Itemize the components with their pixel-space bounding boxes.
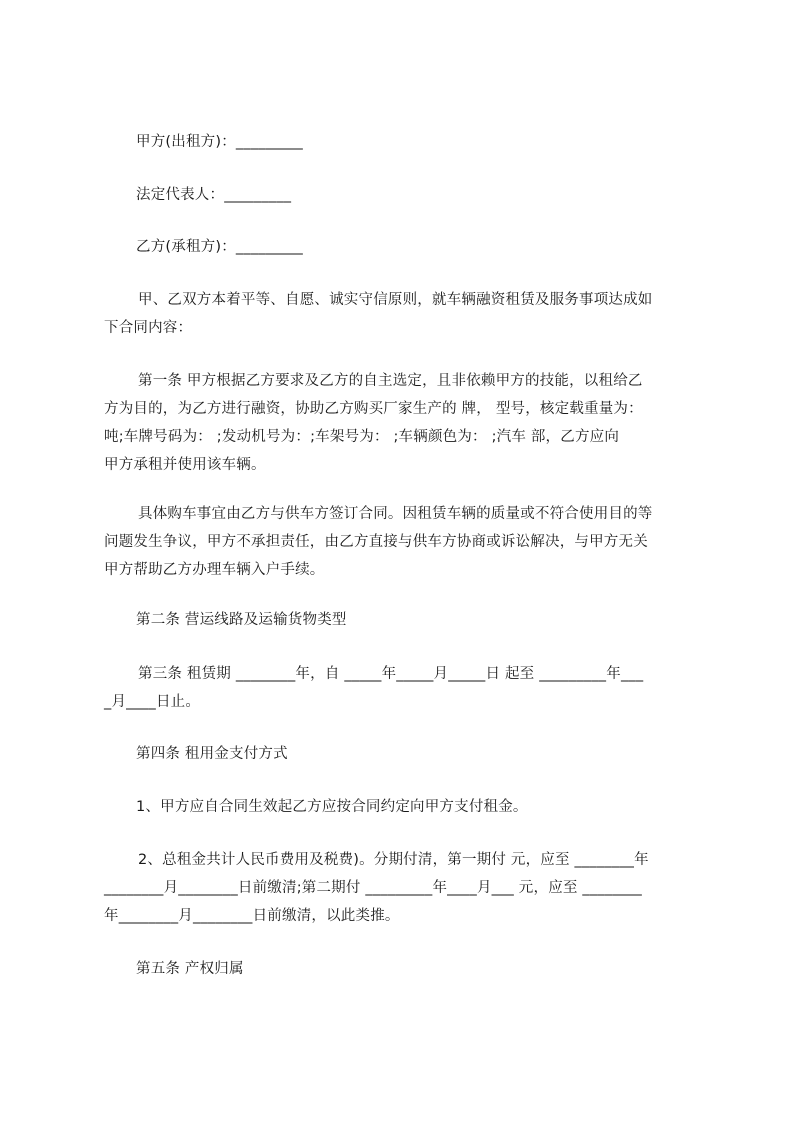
article1-line-3: 吨;车牌号码为： ;发动机号为：;车架号为： ;车辆颜色为： ;汽车 部，乙方应向 bbox=[104, 429, 620, 445]
article3-line-2: _月____日止。 bbox=[104, 694, 201, 710]
article5-heading: 第五条 产权归属 bbox=[136, 961, 244, 977]
intro-line-2: 下合同内容： bbox=[104, 320, 193, 336]
intro-line-1: 甲、乙双方本着平等、自愿、诚实守信原则，就车辆融资租赁及服务事项达成如 bbox=[138, 292, 653, 308]
article1-line-4: 甲方承租并使用该车辆。 bbox=[104, 457, 266, 473]
party-a-line: 甲方(出租方)：_________ bbox=[136, 134, 303, 150]
legal-representative-line: 法定代表人：_________ bbox=[136, 187, 292, 203]
article4-clause-2-line-3: 年________月________日前缴清，以此类推。 bbox=[104, 908, 400, 924]
article4-clause-1: 1、甲方应自合同生效起乙方应按合同约定向甲方支付租金。 bbox=[136, 799, 528, 815]
article3-line-1: 第三条 租赁期 ________年，自 _____年_____月_____日 起至 _________年___ bbox=[138, 666, 644, 682]
article4-heading: 第四条 租用金支付方式 bbox=[136, 746, 288, 762]
purchase-line-3: 甲方帮助乙方办理车辆入户手续。 bbox=[104, 562, 325, 578]
article1-line-1: 第一条 甲方根据乙方要求及乙方的自主选定，且非依赖甲方的技能，以租给乙 bbox=[138, 373, 643, 389]
party-b-line: 乙方(承租方)：_________ bbox=[136, 239, 303, 255]
purchase-line-2: 问题发生争议，甲方不承担责任，由乙方直接与供车方协商或诉讼解决，与甲方无关 bbox=[104, 534, 648, 550]
article1-line-2: 方为目的，为乙方进行融资，协助乙方购买厂家生产的 牌， 型号，核定载重量为： bbox=[104, 401, 643, 417]
article4-clause-2-line-1: 2、总租金共计人民币费用及税费)。分期付清，第一期付 元，应至 ________年 bbox=[138, 852, 649, 868]
article4-clause-2-line-2: ________月________日前缴清;第二期付 _________年____月___ 元，应至 ________ bbox=[104, 880, 643, 896]
article2-heading: 第二条 营运线路及运输货物类型 bbox=[136, 612, 347, 628]
purchase-line-1: 具体购车事宜由乙方与供车方签订合同。因租赁车辆的质量或不符合使用目的等 bbox=[138, 506, 653, 522]
